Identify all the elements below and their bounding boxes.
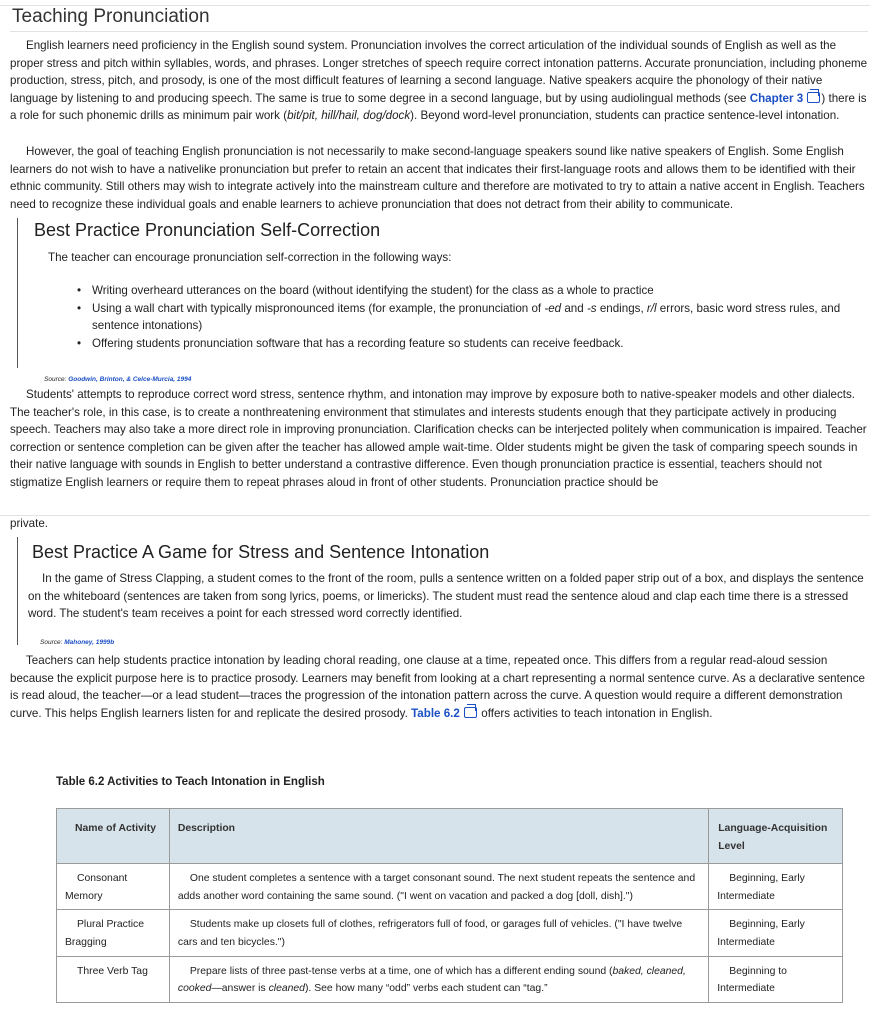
paragraph-4 — [10, 652, 868, 722]
cell-text-italic: cleaned — [268, 983, 305, 995]
list-item — [77, 282, 867, 300]
list-item — [77, 300, 867, 335]
paragraph-1 — [10, 37, 868, 125]
cell-text: Three Verb Tag — [77, 965, 148, 977]
cell-text: Beginning, Early Intermediate — [717, 919, 805, 948]
cell-activity-name — [57, 864, 170, 910]
best-practice-title-self-correction: Best Practice Pronunciation Self-Correction — [34, 220, 381, 240]
title-divider — [10, 31, 868, 32]
list-item-text: and — [561, 301, 587, 315]
list-item-italic: -s — [586, 301, 597, 315]
cell-text-part: Prepare lists of three past-tense verbs at a time, one of which has a different ending sound ( — [189, 965, 613, 977]
activities-table — [56, 808, 843, 1003]
source-citation-1 — [44, 376, 191, 383]
list-item-text: Offering students pronunciation software that has a recording feature so students can receive feedback. — [92, 336, 624, 350]
para1-text-c: ). Beyond word-level pronunciation, students can practice sentence-level intonation. — [410, 109, 840, 123]
para1-text-b: ) there is a role for such phonemic drills as minimum pair work ( — [10, 91, 867, 123]
cell-activity-name — [57, 910, 170, 956]
table-row — [57, 864, 843, 910]
column-header-text: Name of Activity — [75, 823, 157, 834]
best-practice-stress-game-body: In the game of Stress Clapping, a student comes to the front of the room, pulls a sentence written on a folded paper strip out of a box, and displays the sentence on the whiteboard (sentences are taken from song lyrics, poems, or limericks). The student must read the sentence aloud and clap each time there is a stressed word. The student's team receives a point for each stressed word correctly identified. — [28, 572, 864, 621]
para4-text-a: Teachers can help students practice intonation by leading choral reading, one clause at a time, repeated once. This differs from a regular read-aloud session because the explicit purpose here is to practice prosody. Learners may benefit from looking at a chart representing a normal sentence curve. As a declarative sentence is read aloud, the teacher—or a lead student—traces the progression of the intonation pattern across the curve. A question would require a different demonstration curve. This helps English learners listen for and replicate the desired prosody. — [10, 654, 865, 720]
bullet-icon: • — [77, 336, 82, 350]
cell-text: One student completes a sentence with a target consonant sound. The next student repeats the sentence and adds another word containing the same sound. ("I went on vacation and packed a dog [doll, dish].") — [177, 873, 696, 902]
source-citation-2 — [40, 639, 114, 646]
cross-reference-icon[interactable] — [807, 92, 820, 103]
paragraph-2: However, the goal of teaching English pronunciation is not necessarily to make second-language speakers sound like native speakers of English. Some English learners do not wish to have a nativelike pronunciation but prefer to retain an accent that indicates their first-language roots and allows them to be identified with their ethnic community. Still others may wish to integrate actively into the mainstream culture and therefore are motivated to try to attain a native accent in English. Teachers need to recognize these individual goals and enable learners to achieve pronunciation that does not detract from their ability to communicate. — [10, 145, 865, 211]
column-header-name — [57, 809, 170, 864]
list-item-italic: -ed — [544, 301, 562, 315]
cell-activity-name — [57, 956, 170, 1002]
cell-level — [709, 910, 843, 956]
cell-text: Consonant Memory — [65, 873, 128, 902]
cell-description — [169, 956, 708, 1002]
section-title: Teaching Pronunciation — [12, 6, 210, 27]
bullet-icon: • — [77, 301, 82, 315]
column-header-text: Description — [177, 823, 236, 834]
source-label: Source: — [40, 639, 65, 646]
list-item-text: Using a wall chart with typically mispronounced items (for example, the pronunciation of — [92, 301, 545, 315]
list-item-text: endings, — [596, 301, 647, 315]
chapter-3-link[interactable] — [750, 92, 822, 105]
column-header-description — [169, 809, 708, 864]
paragraph-3: Students' attempts to reproduce correct word stress, sentence rhythm, and intonation may improve by exposure both to native-speaker models and other dialects. The teacher's role, in this case, is to create a nonthreatening environment that stimulates and interests students enough that they participate actively in producing speech. Teachers may also take a more direct role in improving pronunciation. Clarification checks can be interjected politely when communication is impaired. Teacher correction or sentence completion can be given after the teacher has allowed ample wait-time. Older students might be given the task of comparing speech sounds in their native language with sounds in English to better understand a contrastive difference. Even though pronunciation practice is essential, teachers should not stigmatize English learners or require them to repeat phrases aloud in front of other students. Pronunciation practice should be — [10, 388, 867, 489]
list-item-italic: r/l — [646, 301, 657, 315]
table-title: Table 6.2 Activities to Teach Intonation in English — [56, 776, 325, 788]
source-link-mahoney[interactable]: Mahoney, 1999b — [64, 639, 115, 646]
best-practice-title-stress-game: Best Practice A Game for Stress and Sentence Intonation — [32, 542, 490, 562]
cell-text: Beginning, Early Intermediate — [717, 873, 805, 902]
column-header-level — [709, 809, 843, 864]
cell-text-italic: baked, cleaned, cooked — [177, 965, 686, 995]
table-header-row — [57, 809, 843, 864]
paragraph-3-tail: private. — [10, 517, 49, 530]
cell-text: Plural Practice Bragging — [65, 919, 144, 948]
self-correction-list — [77, 282, 867, 352]
cell-text: Students make up closets full of clothes, refrigerators full of food, or garages full of vehicles. ("I have twelve cars and ten bicycles.") — [177, 919, 683, 948]
column-header-text: Language-Acquisition Level — [718, 823, 828, 852]
cell-text-part: —answer is — [211, 983, 269, 995]
cell-description — [169, 910, 708, 956]
table-6-2-link-text[interactable]: Table 6.2 — [411, 706, 460, 720]
cross-reference-icon[interactable] — [464, 707, 477, 718]
table-row — [57, 910, 843, 956]
list-item-text: errors, basic word stress rules, and sentence intonations) — [92, 301, 841, 333]
para1-italic-examples: bit/pit, hill/hail, dog/dock — [287, 109, 411, 123]
table-row — [57, 956, 843, 1002]
best-practice-intro: The teacher can encourage pronunciation self-correction in the following ways: — [48, 251, 452, 264]
list-item — [77, 335, 867, 353]
cell-text-part: ). See how many “odd” verbs each student can “tag.” — [304, 983, 548, 995]
cell-text: Beginning to Intermediate — [717, 965, 787, 995]
source-label: Source: — [44, 376, 69, 383]
cell-description — [169, 864, 708, 910]
bullet-icon: • — [77, 284, 82, 297]
para4-text-b: offers activities to teach intonation in English. — [478, 706, 713, 720]
cell-level — [709, 956, 843, 1002]
chapter-3-link-text[interactable]: Chapter 3 — [749, 91, 804, 105]
list-item-text: Writing overheard utterances on the board (without identifying the student) for the class as a whole to practice — [92, 284, 654, 297]
cell-text — [170, 957, 708, 1002]
table-6-2-link[interactable] — [411, 707, 478, 720]
cell-level — [709, 864, 843, 910]
para1-text-a: English learners need proficiency in the English sound system. Pronunciation involves the correct articulation of the individual sounds of English as well as the proper stress and pitch within syllables, words, and phrases. Longer stretches of speech require correct intonation patterns. Accurate pronunciation, including phoneme production, stress, pitch, and prosody, is one of the most difficult features of learning a second language. Native speakers acquire the phonology of their native language by listening to and producing speech. The same is true to some degree in a second language, but by using audiolingual methods (see — [10, 39, 868, 105]
source-link-goodwin[interactable]: Goodwin, Brinton, & Celce-Murcia, 1994 — [68, 376, 192, 383]
